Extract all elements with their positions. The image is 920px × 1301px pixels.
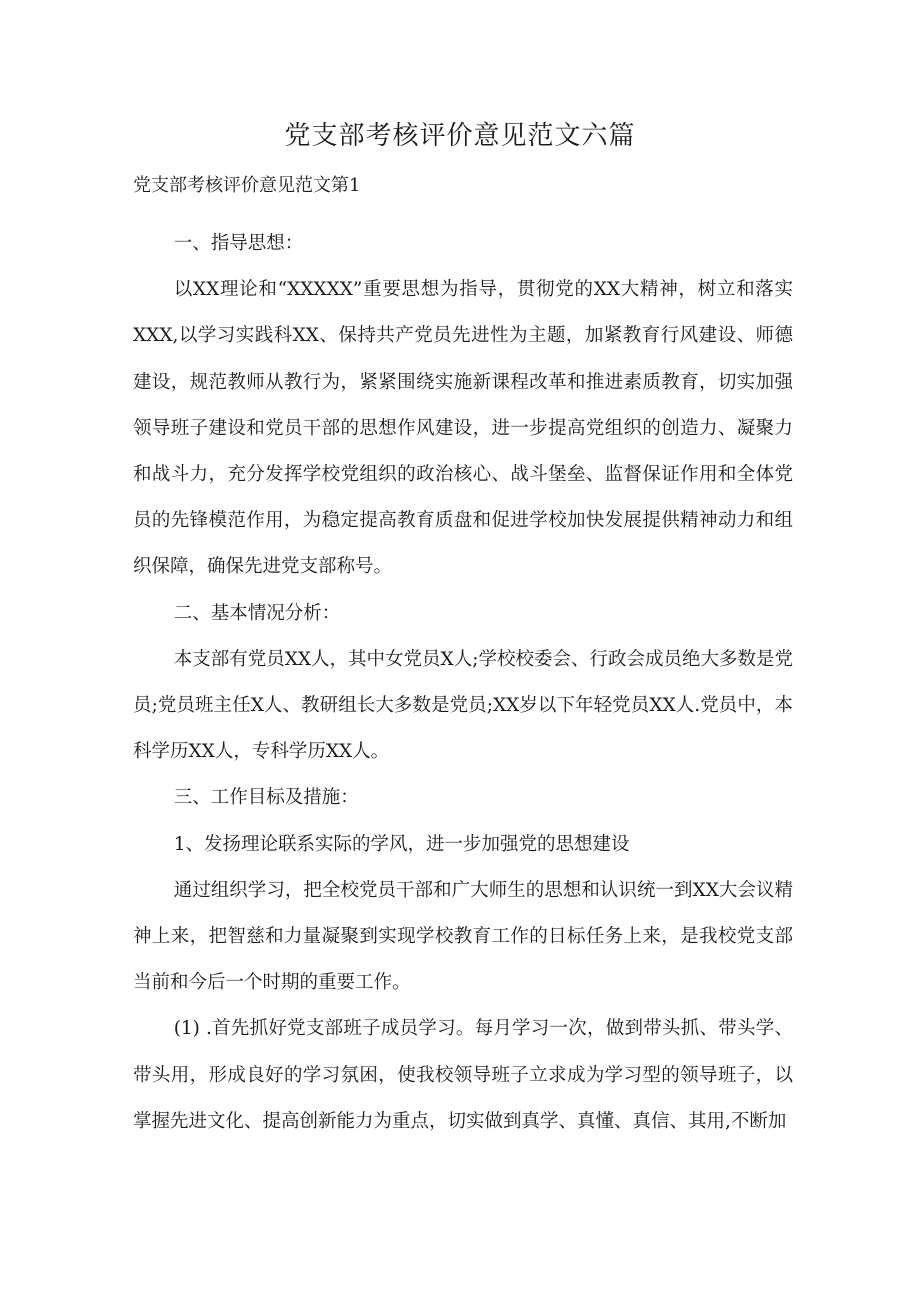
section-heading-situation-analysis: 二、基本情况分析： xyxy=(173,602,341,624)
paragraph-leadership-study: (1) .首先抓好党支部班子成员学习。每月学习一次，做到带头抓、带头学、带头用，形成良好的学习氛困，使我校领导班子立求成为学习型的领导班子，以掌握先进文化、提高创新能力为重点，切实做到真学、真懂、真信、其用,不断加 xyxy=(133,1018,793,1132)
section-heading-guiding-thought: 一、指导思想： xyxy=(173,233,304,254)
document-title: 党支部考核评价意见范文六篇 xyxy=(284,121,636,151)
section-heading-goals-measures: 三、工作目标及措施： xyxy=(173,787,359,809)
paragraph-situation-analysis: 本支部有党员XX人，其中女党员X人;学校校委会、行政会成员绝大多数是党员;党员班主任X人、教研组长大多数是党员;XX岁以下年轻党员XX人.党员中，本科学历XX人，专科学历XX人。 xyxy=(133,648,793,763)
paragraph-study-organization: 通过组织学习，把全校党员干部和广大师生的思想和认识统一到XX大会议精神上来，把智慈和力量凝聚到实现学校教育工作的日标任务上来，是我校党支部当前和今后一个时期的重要工作。 xyxy=(133,879,793,994)
document-subtitle: 党支部考核评价意见范文第1 xyxy=(133,175,361,196)
paragraph-guiding-thought: 以XX理论和“XXXXX”重要思想为指导，贯彻党的XX大精神，树立和落实XXX,以学习实践科XX、保持共产党员先进性为主题，加紧教育行风建设、师德建设，规范教师从教行为，紧紧围绕实施新课程改革和推进素质教育，切实加强领导班子建设和党员干部的思想作风建设，进一步提高党组织的创造力、凝聚力和战斗力，充分发挥学校党组织的政治核心、战斗堡垒、监督保证作用和全体党员的先锋模范作用，为稳定提高教育质盘和促进学校加快发展提供精神动力和组织保障，确保先进党支部称号。 xyxy=(133,279,793,578)
subheading-theory-practice: 1、发扬理论联系实际的学风，进一步加强党的思想建设 xyxy=(173,833,630,855)
document-body xyxy=(133,221,793,1145)
